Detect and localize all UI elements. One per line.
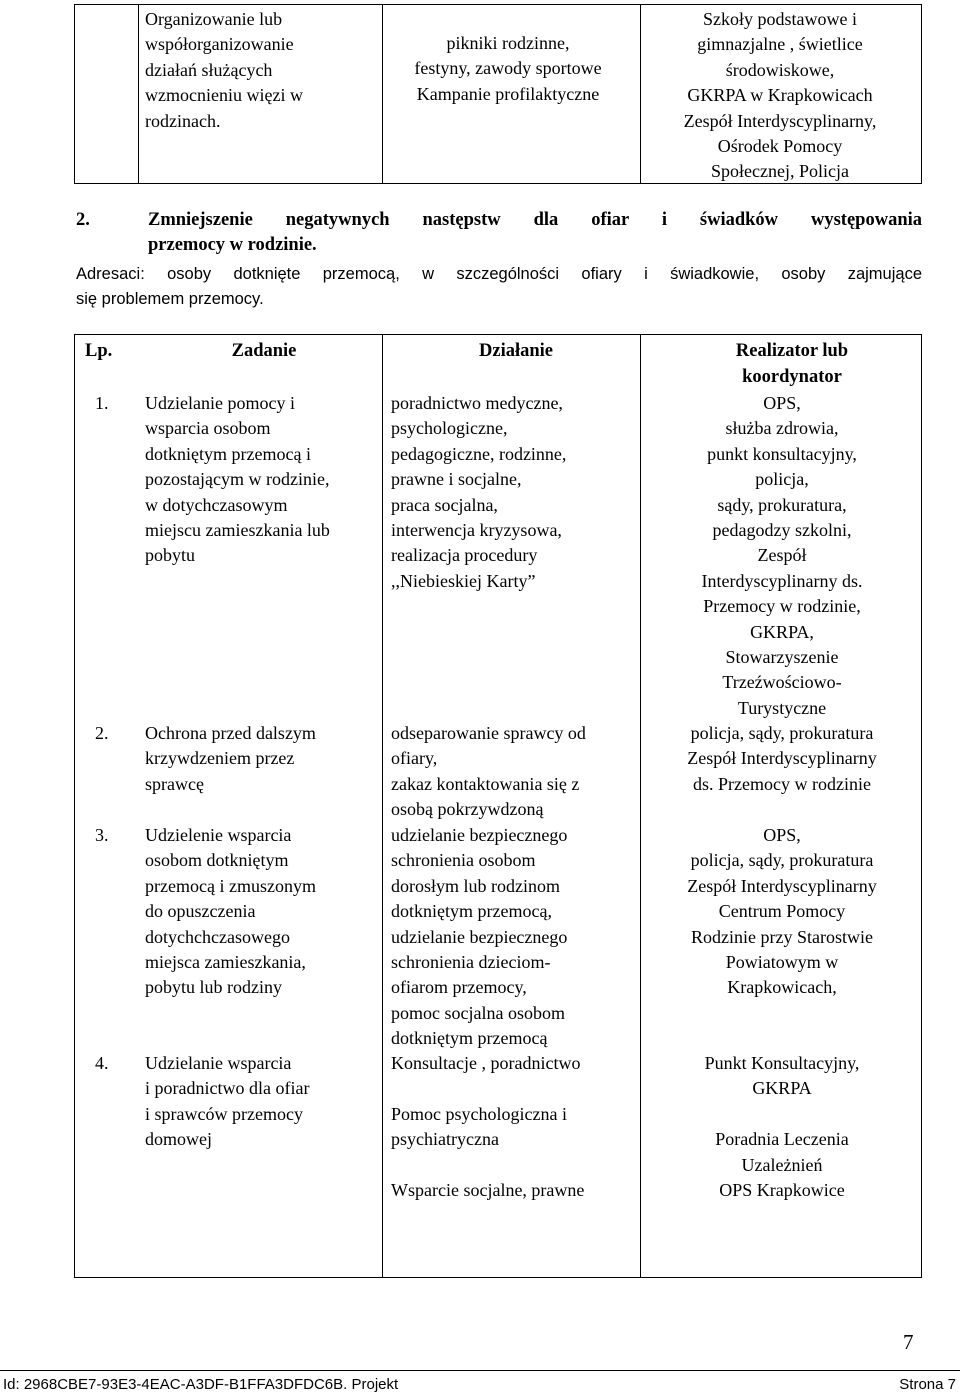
- page-number: 7: [903, 1330, 914, 1354]
- row-2-task: Ochrona przed dalszym krzywdzeniem przez sprawcę: [145, 723, 316, 794]
- row-1-lp: 1.: [95, 393, 109, 413]
- row-4-action: Konsultacje , poradnictwo Pomoc psychologiczna i psychiatryczna Wsparcie socjalne, prawne: [391, 1053, 585, 1201]
- section-heading: [76, 208, 922, 258]
- row-2-realizer: policja, sądy, prokuratura Zespół Interdyscyplinarny ds. Przemocy w rodzinie: [687, 723, 877, 794]
- section-number: 2.: [76, 210, 90, 230]
- header-action: Działanie: [479, 341, 553, 361]
- row-3-lp: 3.: [95, 825, 109, 845]
- document-id: Id: 2968CBE7-93E3-4EAC-A3DF-B1FFA3DFDC6B. Projekt: [3, 1376, 399, 1393]
- addressees-line-1: Adresaci: osoby dotknięte przemocą, w szczególności ofiary i świadkowie, osoby zajmujące: [76, 265, 922, 283]
- task-cell: Organizowanie lub współorganizowanie działań służących wzmocnieniu więzi w rodzinach.: [145, 9, 303, 131]
- row-2-lp: 2.: [95, 723, 109, 743]
- addressees-line-2: się problemem przemocy.: [76, 290, 264, 308]
- heading-line-2: przemocy w rodzinie.: [148, 235, 317, 255]
- row-3-task: Udzielenie wsparcia osobom dotkniętym przemocą i zmuszonym do opuszczenia dotychchczasowego miejsca zamieszkania, pobytu lub rodziny: [145, 825, 316, 998]
- header-task: Zadanie: [231, 341, 297, 361]
- heading-line-1: Zmniejszenie negatywnych następstw dla ofiar i świadków występowania: [148, 210, 922, 230]
- row-1-action: poradnictwo medyczne, psychologiczne, pedagogiczne, rodzinne, prawne i socjalne, praca socjalna, interwencja kryzysowa, realizacja procedury ,,Niebieskiej Karty”: [391, 393, 567, 591]
- row-1-task: Udzielanie pomocy i wsparcia osobom dotkniętym przemocą i pozostającym w rodzinie, w dotychczasowym miejscu zamieszkania lub pobytu: [145, 393, 330, 566]
- row-4-realizer: Punkt Konsultacyjny, GKRPA Poradnia Leczenia Uzależnień OPS Krapkowice: [704, 1053, 860, 1201]
- row-3-realizer: OPS, policja, sądy, prokuratura Zespół Interdyscyplinarny Centrum Pomocy Rodzinie przy Starostwie Powiatowym w Krapkowicach,: [687, 825, 877, 998]
- header-lp: Lp.: [85, 341, 113, 361]
- table-divider: [138, 5, 139, 183]
- addressees: [76, 262, 922, 312]
- row-3-action: udzielanie bezpiecznego schronienia osobom dorosłym lub rodzinom dotkniętym przemocą, udzielanie bezpiecznego schronienia dzieciom- ofiarom przemocy, pomoc socjalna osobom dotkniętym przemocą: [391, 825, 568, 1049]
- continuation-table: [74, 4, 922, 184]
- row-1-realizer: OPS, służba zdrowia, punkt konsultacyjny, policja, sądy, prokuratura, pedagodzy szkolni, Zespół Interdyscyplinarny ds. Przemocy w rodzinie, GKRPA, Stowarzyszenie Trzeźwościowo- Turystyczne: [701, 393, 863, 718]
- section-2: [76, 208, 922, 312]
- row-2-action: odseparowanie sprawcy od ofiary, zakaz kontaktowania się z osobą pokrzywdzoną: [391, 723, 586, 820]
- header-realizer: Realizator lub koordynator: [735, 341, 849, 387]
- footer: [0, 1370, 960, 1399]
- action-cell: pikniki rodzinne, festyny, zawody sportowe Kampanie profilaktyczne: [414, 33, 602, 104]
- tasks-table: [74, 334, 922, 1278]
- row-4-lp: 4.: [95, 1053, 109, 1073]
- page-label: Strona 7: [899, 1376, 956, 1393]
- row-4-task: Udzielanie wsparcia i poradnictwo dla ofiar i sprawców przemocy domowej: [145, 1053, 310, 1150]
- realizer-cell: Szkoły podstawowe i gimnazjalne , świetlice środowiskowe, GKRPA w Krapkowicach Zespół Interdyscyplinarny, Ośrodek Pomocy Społecznej, Policja: [683, 9, 877, 182]
